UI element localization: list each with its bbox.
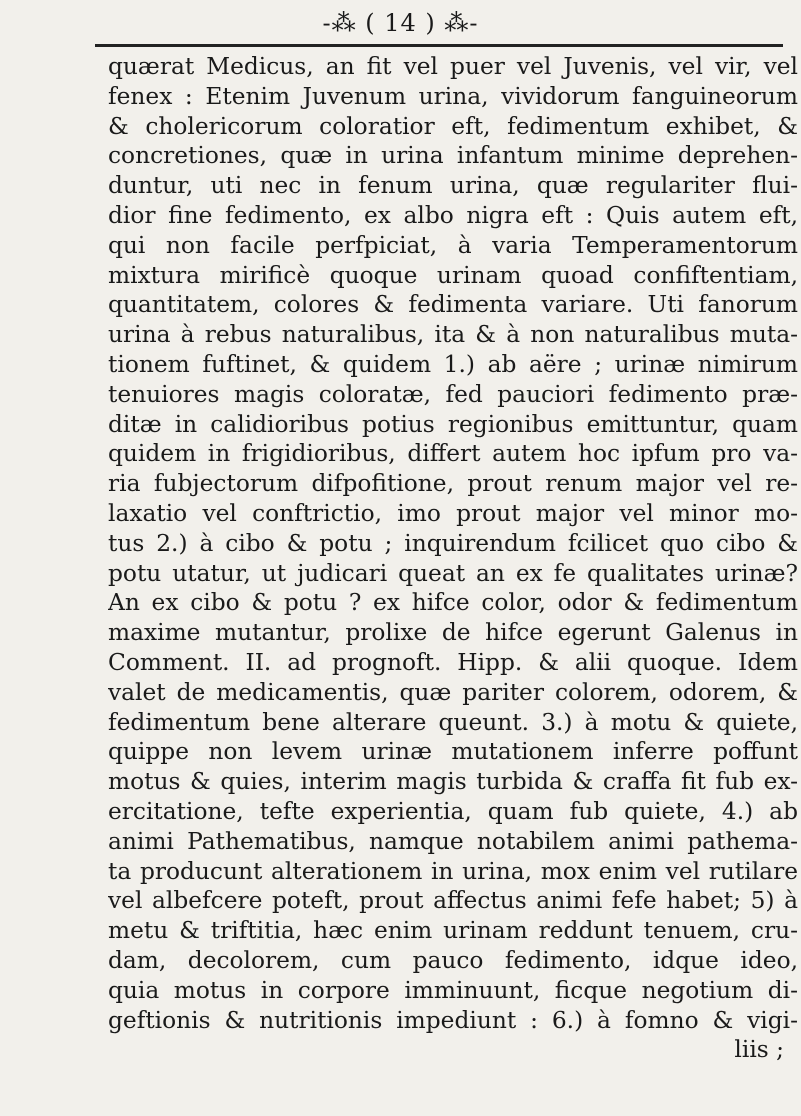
text-line: tenuiores magis coloratæ, fed pauciori fedimento præ- [108, 380, 798, 408]
text-line: liis ; [734, 1036, 784, 1064]
text-line: animi Pathematibus, namque notabilem animi pathema- [108, 827, 798, 855]
body-text [108, 52, 798, 1065]
text-line: fenex : Etenim Juvenum urina, vividorum fanguineorum [108, 82, 798, 110]
text-line: metu & triftitia, hæc enim urinam reddunt tenuem, cru- [108, 917, 798, 945]
text-line: fedimentum bene alterare queunt. 3.) à motu & quiete, [108, 708, 798, 736]
text-line: concretiones, quæ in urina infantum minime deprehen- [108, 142, 798, 170]
text-line: qui non facile perfpiciat, à varia Temperamentorum [108, 231, 798, 259]
text-line: quidem in frigidioribus, differt autem hoc ipfum pro va- [108, 440, 798, 468]
text-line: valet de medicamentis, quæ pariter colorem, odorem, & [108, 678, 798, 706]
text-line: quantitatem, colores & fedimenta variare. Uti fanorum [108, 291, 798, 319]
text-line: maxime mutantur, prolixe de hifce egerunt Galenus in [108, 619, 798, 647]
text-line: tus 2.) à cibo & potu ; inquirendum fcilicet quo cibo & [108, 529, 798, 557]
text-line: geftionis & nutritionis impediunt : 6.) à fomno & vigi- [108, 1006, 798, 1034]
text-line: ta producunt alterationem in urina, mox enim vel rutilare [108, 857, 798, 885]
text-line: tionem fuftinet, & quidem 1.) ab aëre ; urinæ nimirum [108, 350, 798, 378]
text-line: potu utatur, ut judicari queat an ex fe qualitates urinæ? [108, 559, 798, 587]
text-line: ria fubjectorum difpofitione, prout renum major vel re- [108, 470, 798, 498]
text-line: duntur, uti nec in fenum urina, quæ regulariter flui- [108, 172, 798, 200]
text-line: vel albefcere poteft, prout affectus animi fefe habet; 5) à [108, 887, 798, 915]
text-line: mixtura mirificè quoque urinam quoad confiftentiam, [108, 261, 798, 289]
header-rule [95, 44, 783, 47]
text-line: ercitatione, tefte experientia, quam fub quiete, 4.) ab [108, 797, 798, 825]
text-line: laxatio vel conftrictio, imo prout major vel minor mo- [108, 499, 798, 527]
text-line: & cholericorum coloratior eft, fedimentum exhibet, & [108, 112, 798, 140]
text-line: Comment. II. ad prognoft. Hipp. & alii quoque. Idem [108, 648, 798, 676]
text-line: urina à rebus naturalibus, ita & à non naturalibus muta- [108, 321, 798, 349]
text-line: motus & quies, interim magis turbida & craffa fit fub ex- [108, 768, 798, 796]
text-line: quærat Medicus, an fit vel puer vel Juvenis, vel vir, vel [108, 53, 798, 80]
text-line: dior fine fedimento, ex albo nigra eft : Quis autem eft, [108, 201, 798, 229]
text-line: An ex cibo & potu ? ex hifce color, odor & fedimentum [108, 589, 798, 617]
text-line: quippe non levem urinæ mutationem inferre poffunt [108, 738, 798, 766]
text-line: quia motus in corpore imminuunt, ficque negotium di- [108, 976, 798, 1004]
text-line: ditæ in calidioribus potius regionibus emittuntur, quam [108, 410, 798, 438]
running-head: -⁂ ( 14 ) ⁂- [322, 9, 479, 37]
text-line: dam, decolorem, cum pauco fedimento, idque ideo, [108, 946, 798, 974]
